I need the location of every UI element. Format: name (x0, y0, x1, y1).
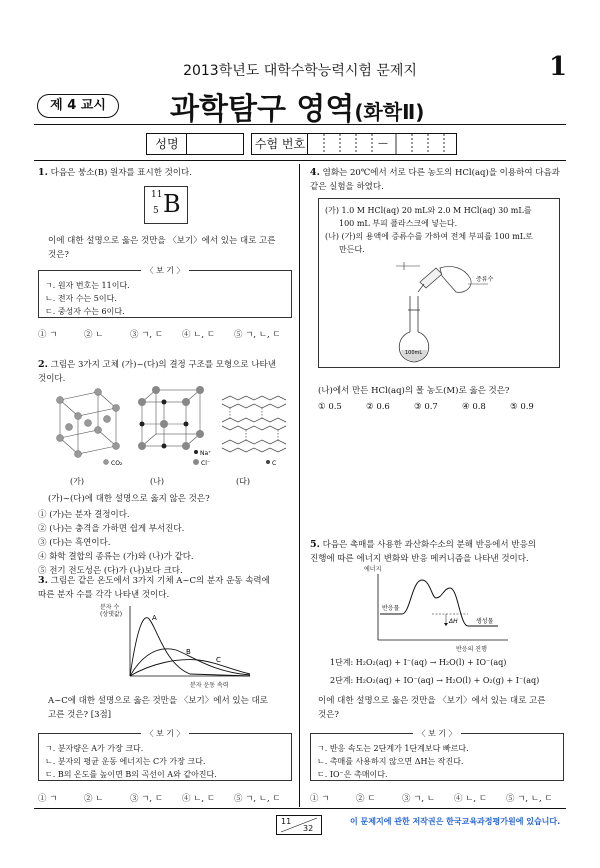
q4-choice-3[interactable]: ③ 0.7 (414, 402, 438, 412)
q3-choice-5[interactable]: ⑤ ㄱ, ㄴ, ㄷ (234, 794, 281, 804)
q3-y-label: 분자 수 (상댓값) (100, 604, 123, 618)
q3-ask-line1: A~C에 대한 설명으로 옳은 것만을 〈보기〉에서 있는 대로 (48, 696, 268, 706)
name-field[interactable] (186, 133, 244, 155)
q5-item-1: ㄱ. 반응 속도는 2단계가 1단계보다 빠르다. (317, 744, 469, 753)
column-divider (299, 164, 300, 807)
q2-legend-na: Na⁺ (200, 450, 212, 457)
q4-choice-1[interactable]: ① 0.5 (318, 402, 342, 412)
q2-legend-cl-marker (193, 459, 199, 465)
q3-number: 3. (38, 575, 48, 586)
q3-x-label: 분자 운동 속력 (190, 682, 229, 689)
q1-choice-2[interactable]: ② ㄴ (84, 330, 104, 340)
q3-stem (38, 574, 296, 602)
q5-y-label: 에너지 (364, 566, 382, 573)
q5-label-product: 생성물 (476, 618, 494, 625)
q3-stem-line2: 따른 분자 수를 각각 나타낸 것이다. (38, 590, 170, 600)
q3-stem-line1: 그림은 같은 온도에서 3가지 기체 A~C의 분자 운동 속력에 (50, 576, 270, 586)
q2-label-na: (나) (150, 477, 164, 486)
q4-step-na-1: (나) (가)의 용액에 증류수를 가하여 전체 부피를 100 mL로 (325, 232, 533, 241)
q1-item-2: ㄴ. 전자 수는 5이다. (45, 294, 117, 303)
q5-stem-line2: 진행에 따른 에너지 변화와 반응 메커니즘을 나타낸 것이다. (310, 554, 529, 564)
q2-crystal-figure (46, 386, 290, 468)
q2-nacl-lattice (142, 390, 200, 446)
subject-main: 과학탐구 영역 (170, 92, 355, 127)
q5-choice-1[interactable]: ① ㄱ (310, 794, 330, 804)
q4-wash-bottle (418, 268, 442, 292)
q1-nuclide-box (144, 186, 188, 224)
q5-choice-3[interactable]: ③ ㄱ, ㄴ (402, 794, 436, 804)
q4-choices (318, 402, 568, 412)
q3-bogi-label: 〈 보 기 〉 (39, 727, 291, 740)
q2-legend-co2-marker (104, 460, 109, 465)
q1-ask-line1: 이에 대한 설명으로 옳은 것만을 〈보기〉에서 있는 대로 고른 (48, 236, 276, 246)
q1-item-3: ㄷ. 중성자 수는 6이다. (45, 307, 125, 316)
q4-label-flask: 100mL (405, 350, 423, 356)
q2-option-3[interactable]: ③ (다)는 흑연이다. (38, 538, 111, 548)
q3-choice-3[interactable]: ③ ㄱ, ㄷ (130, 794, 164, 804)
q1-bogi-box (38, 266, 292, 318)
exam-no-field[interactable] (307, 133, 457, 155)
q3-choice-2[interactable]: ② ㄴ (84, 794, 104, 804)
q1-stem-text: 다음은 붕소(B) 원자를 표시한 것이다. (50, 168, 192, 178)
q5-step-1: 1단계: H₂O₂(aq) + I⁻(aq) → H₂O(l) + IO⁻(aq) (330, 658, 507, 667)
q3-curve-label-b: B (186, 648, 191, 656)
q2-stem-line1: 그림은 3가지 고체 (가)~(다)의 결정 구조를 모형으로 나타낸 (50, 360, 276, 370)
q5-dh-arrowhead (444, 623, 448, 626)
page-total: 32 (303, 824, 314, 833)
header-rule (34, 124, 566, 125)
q5-label-dh: ΔH (449, 618, 458, 625)
q5-bogi-box (310, 729, 564, 781)
q5-choice-5[interactable]: ⑤ ㄱ, ㄴ, ㄷ (506, 794, 553, 804)
q3-distribution-graph (120, 602, 256, 684)
q5-energy-diagram (368, 570, 512, 652)
q2-option-1[interactable]: ① (가)는 분자 결정이다. (38, 510, 130, 520)
subject-title (170, 84, 424, 128)
q5-choices (310, 792, 568, 804)
q4-step-na-2: 만든다. (339, 245, 365, 254)
q2-graphite-layers (222, 396, 286, 452)
q1-stem (38, 166, 293, 180)
q2-option-5[interactable]: ⑤ 전기 전도성은 (다)가 (나)보다 크다. (38, 566, 183, 576)
q2-legend-na-marker (194, 450, 198, 454)
q5-stem-line1: 다음은 촉매를 사용한 과산화수소의 분해 반응에서 반응의 (322, 540, 536, 550)
q2-label-ga: (가) (70, 477, 84, 486)
q4-step-ga-2: 100 mL 부피 플라스크에 넣는다. (339, 219, 458, 228)
q4-stem (310, 166, 568, 194)
q4-flask-figure (390, 262, 500, 364)
q1-mass-number: 11 (151, 190, 163, 200)
footer-rule (34, 808, 566, 809)
q5-label-reactant: 반응물 (382, 605, 400, 612)
q2-options (38, 508, 296, 578)
q2-option-2[interactable]: ② (나)는 충격을 가하면 쉽게 부서진다. (38, 524, 185, 534)
exam-title: 2013학년도 대학수학능력시험 문제지 (183, 63, 417, 79)
q2-legend-c-marker (266, 460, 270, 464)
q1-choice-3[interactable]: ③ ㄱ, ㄷ (130, 330, 164, 340)
q3-choice-4[interactable]: ④ ㄴ, ㄷ (182, 794, 216, 804)
q5-ask-line1: 이에 대한 설명으로 옳은 것만을 〈보기〉에서 있는 대로 고른 (318, 696, 546, 706)
q2-legend-cl: Cl⁻ (201, 460, 211, 467)
q4-label-water: 증류수 (476, 276, 494, 283)
q1-choice-5[interactable]: ⑤ ㄱ, ㄴ, ㄷ (234, 330, 281, 340)
q2-legend-c: C (272, 460, 277, 467)
q2-legend-co2: CO₂ (111, 460, 123, 467)
name-label: 성명 (146, 133, 187, 155)
q3-choice-1[interactable]: ① ㄱ (38, 794, 58, 804)
q1-symbol: B (163, 190, 181, 218)
q3-curve-label-a: A (152, 614, 157, 622)
copyright-notice: 이 문제지에 관한 저작권은 한국교육과정평가원에 있습니다. (350, 817, 561, 826)
page-current: 11 (281, 817, 292, 826)
q5-x-label: 반응의 진행 (456, 646, 487, 653)
q2-stem-line2: 것이다. (38, 374, 66, 384)
q3-ask (48, 694, 296, 722)
q3-item-3: ㄷ. B의 온도를 높이면 B의 곡선이 A와 같아진다. (45, 770, 217, 779)
q4-hand (440, 266, 471, 292)
q1-item-1: ㄱ. 원자 번호는 11이다. (45, 281, 130, 290)
q5-item-2: ㄴ. 촉매를 사용하지 않으면 ΔH는 작진다. (317, 757, 464, 766)
q2-nacl-ions (138, 386, 204, 450)
q1-bogi-label: 〈 보 기 〉 (39, 264, 291, 277)
id-rule (34, 160, 566, 161)
q2-ask: (가)~(다)에 대한 설명으로 옳지 않은 것은? (48, 494, 210, 504)
q5-choice-2[interactable]: ② ㄷ (356, 794, 376, 804)
subject-sub: (화학Ⅱ) (354, 100, 425, 124)
q1-choice-1[interactable]: ① ㄱ (38, 330, 58, 340)
q3-bogi-box (38, 729, 292, 781)
q2-label-da: (다) (236, 477, 250, 486)
q1-choices (38, 328, 296, 340)
q3-ask-line2: 고른 것은? [3점] (48, 710, 112, 720)
q3-choices (38, 792, 296, 804)
q4-choice-2[interactable]: ② 0.6 (366, 402, 390, 412)
q4-step-ga-1: (가) 1.0 M HCl(aq) 20 mL와 2.0 M HCl(aq) 30 mL를 (325, 206, 532, 215)
q1-number: 1. (38, 167, 48, 178)
exam-no-dash: — (378, 138, 388, 149)
q5-item-3: ㄷ. IO⁻은 촉매이다. (317, 770, 388, 779)
q3-item-1: ㄱ. 분자량은 A가 가장 크다. (45, 744, 144, 753)
exam-no-label: 수험 번호 (251, 133, 308, 155)
q5-bogi-label: 〈 보 기 〉 (311, 727, 563, 740)
q1-ask-line2: 것은? (48, 250, 69, 260)
q4-choice-4[interactable]: ④ 0.8 (462, 402, 486, 412)
q1-atomic-number: 5 (153, 206, 159, 216)
q4-number: 4. (310, 167, 320, 178)
q1-choice-4[interactable]: ④ ㄴ, ㄷ (182, 330, 216, 340)
q5-ask-line2: 것은? (318, 710, 339, 720)
q3-curve-label-c: C (216, 656, 221, 664)
q4-choice-5[interactable]: ⑤ 0.9 (510, 402, 534, 412)
q5-number: 5. (310, 539, 320, 550)
page-number: 1 (549, 52, 568, 82)
q3-item-2: ㄴ. 분자의 평균 운동 에너지는 C가 가장 크다. (45, 757, 206, 766)
q5-ask (318, 694, 568, 722)
q2-number: 2. (38, 359, 48, 370)
q2-stem (38, 358, 296, 386)
q2-option-4[interactable]: ④ 화학 결합의 종류는 (가)와 (나)가 같다. (38, 552, 194, 562)
q5-stem (310, 538, 568, 566)
period-badge: 제 4 교시 (37, 94, 119, 118)
q4-ask: (나)에서 만든 HCl(aq)의 몰 농도(M)로 옳은 것은? (318, 386, 510, 396)
q4-stem-line1: 염화는 20℃에서 서로 다른 농도의 HCl(aq)을 이용하여 다음과 (322, 168, 560, 178)
page-counter (276, 815, 322, 835)
q4-stem-line2: 같은 실험을 하였다. (310, 182, 384, 192)
q1-ask (48, 234, 296, 262)
q5-step-2: 2단계: H₂O₂(aq) + IO⁻(aq) → H₂O(l) + O₂(g) + I⁻(aq) (330, 676, 540, 685)
q5-choice-4[interactable]: ④ ㄴ, ㄷ (454, 794, 488, 804)
